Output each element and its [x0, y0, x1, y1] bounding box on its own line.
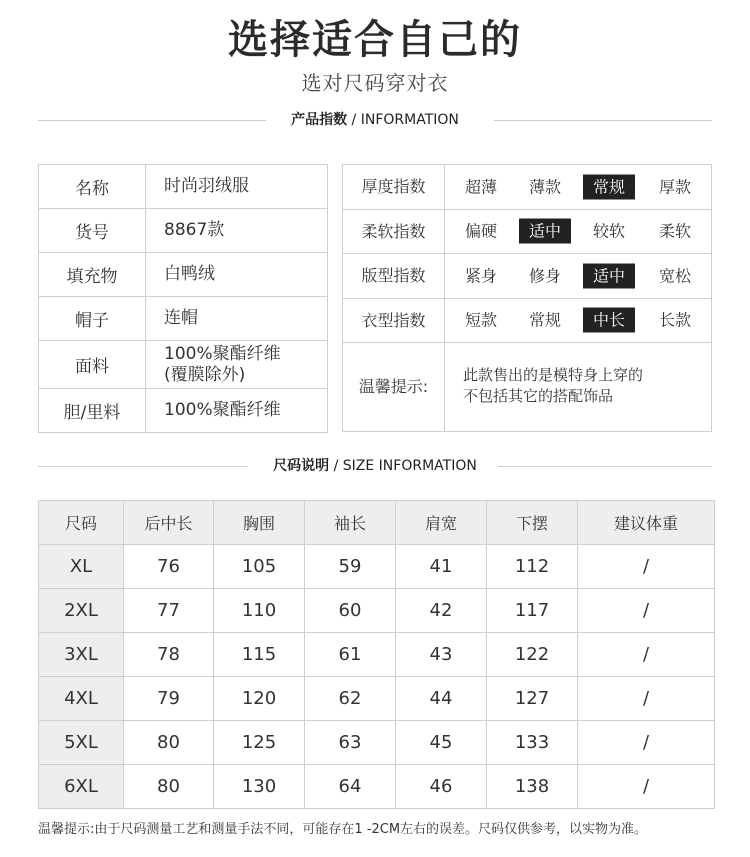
product-section-header [38, 110, 712, 130]
table-cell: 76 [124, 545, 214, 589]
header-cell-weight: 建议体重 [578, 501, 715, 545]
table-cell: 45 [396, 721, 487, 765]
size-table [38, 500, 715, 809]
info-row [39, 297, 328, 341]
table-row [39, 545, 715, 589]
table-cell: 127 [487, 677, 578, 721]
table-cell: 63 [305, 721, 396, 765]
tip-line1: 此款售出的是模特身上穿的 [463, 366, 644, 384]
index-option: 薄款 [528, 177, 561, 197]
table-row [39, 677, 715, 721]
table-cell: / [578, 633, 715, 677]
index-option-selected: 适中 [519, 219, 571, 244]
index-option: 短款 [464, 310, 497, 330]
table-cell: 78 [124, 633, 214, 677]
size-label-cell: 6XL [39, 765, 124, 809]
header-cell-sleeve: 袖长 [305, 501, 396, 545]
info-key: 填充物 [39, 253, 146, 297]
index-option: 厚款 [658, 177, 691, 197]
index-option: 宽松 [658, 266, 691, 286]
table-cell: 117 [487, 589, 578, 633]
info-key: 货号 [39, 209, 146, 253]
info-row [39, 253, 328, 297]
table-cell: / [578, 545, 715, 589]
table-cell: 80 [124, 721, 214, 765]
index-option: 较软 [592, 221, 625, 241]
index-row [343, 299, 711, 344]
table-cell: 61 [305, 633, 396, 677]
info-value: 白鸭绒 [146, 253, 328, 297]
tip-line2: 不包括其它的搭配饰品 [463, 387, 614, 405]
index-option: 超薄 [464, 177, 497, 197]
info-value: 100%聚酯纤维 [146, 389, 328, 433]
product-section-label [38, 110, 712, 130]
index-row [343, 165, 711, 210]
table-cell: 130 [214, 765, 305, 809]
table-cell: / [578, 677, 715, 721]
table-cell: / [578, 721, 715, 765]
page-subtitle: 选对尺码穿对衣 [301, 71, 449, 95]
header-cell-hem: 下摆 [487, 501, 578, 545]
info-key: 胆/里料 [39, 389, 146, 433]
size-label-cell: 4XL [39, 677, 124, 721]
section-label-en: / SIZE INFORMATION [329, 458, 477, 474]
section-label-en: / INFORMATION [347, 112, 459, 128]
index-row [343, 254, 711, 299]
info-value-line2: (覆膜除外) [164, 364, 246, 385]
table-cell: 138 [487, 765, 578, 809]
info-row [39, 389, 328, 433]
info-value [146, 341, 328, 389]
index-option: 柔软 [658, 221, 691, 241]
table-cell: 105 [214, 545, 305, 589]
tip-label: 温馨提示: [343, 343, 445, 431]
tip-row [343, 343, 711, 431]
header-cell-shoulder: 肩宽 [396, 501, 487, 545]
index-label: 厚度指数 [343, 165, 445, 209]
table-cell: 42 [396, 589, 487, 633]
size-label-cell: 2XL [39, 589, 124, 633]
table-row [39, 633, 715, 677]
index-option-selected: 中长 [583, 308, 635, 333]
table-cell: 110 [214, 589, 305, 633]
info-key: 帽子 [39, 297, 146, 341]
info-value: 8867款 [146, 209, 328, 253]
index-option: 常规 [528, 310, 561, 330]
table-cell: 115 [214, 633, 305, 677]
index-option-selected: 适中 [583, 263, 635, 288]
table-cell: 43 [396, 633, 487, 677]
table-cell: 112 [487, 545, 578, 589]
table-cell: 59 [305, 545, 396, 589]
footnote: 温馨提示:由于尺码测量工艺和测量手法不同，可能存在1 -2CM左右的误差。尺码仅供参考，以实物为准。 [38, 822, 648, 837]
index-option: 长款 [658, 310, 691, 330]
page-title: 选择适合自己的 [228, 17, 522, 63]
index-option: 紧身 [464, 266, 497, 286]
index-option-selected: 常规 [583, 174, 635, 199]
size-label-cell: 3XL [39, 633, 124, 677]
table-cell: 41 [396, 545, 487, 589]
index-row [343, 210, 711, 255]
size-table-header-row [39, 501, 715, 545]
table-cell: / [578, 765, 715, 809]
tip-text [463, 365, 703, 407]
info-key: 面料 [39, 341, 146, 389]
info-row [39, 165, 328, 209]
table-cell: 62 [305, 677, 396, 721]
size-label-cell: XL [39, 545, 124, 589]
table-cell: 77 [124, 589, 214, 633]
header-cell-back-length: 后中长 [124, 501, 214, 545]
info-key: 名称 [39, 165, 146, 209]
info-row [39, 209, 328, 253]
size-section-label [38, 456, 712, 476]
table-cell: 80 [124, 765, 214, 809]
index-label: 柔软指数 [343, 210, 445, 254]
info-value: 连帽 [146, 297, 328, 341]
section-label-cn: 产品指数 [291, 112, 348, 128]
table-cell: 125 [214, 721, 305, 765]
index-option: 偏硬 [464, 221, 497, 241]
index-label: 版型指数 [343, 254, 445, 298]
table-cell: 122 [487, 633, 578, 677]
index-label: 衣型指数 [343, 299, 445, 343]
size-label-cell: 5XL [39, 721, 124, 765]
header-cell-size: 尺码 [39, 501, 124, 545]
section-label-cn: 尺码说明 [273, 458, 330, 474]
table-cell: 44 [396, 677, 487, 721]
index-option: 修身 [528, 266, 561, 286]
table-cell: 120 [214, 677, 305, 721]
table-cell: 133 [487, 721, 578, 765]
header-cell-chest: 胸围 [214, 501, 305, 545]
table-cell: 79 [124, 677, 214, 721]
size-section-header [38, 456, 712, 476]
table-cell: 60 [305, 589, 396, 633]
table-cell: / [578, 589, 715, 633]
info-value: 时尚羽绒服 [146, 165, 328, 209]
table-cell: 64 [305, 765, 396, 809]
table-row [39, 589, 715, 633]
info-row [39, 341, 328, 389]
product-index-panel [342, 164, 712, 432]
table-cell: 46 [396, 765, 487, 809]
table-row [39, 721, 715, 765]
table-row [39, 765, 715, 809]
info-value-line1: 100%聚酯纤维 [164, 343, 281, 364]
product-info-table [38, 164, 328, 433]
